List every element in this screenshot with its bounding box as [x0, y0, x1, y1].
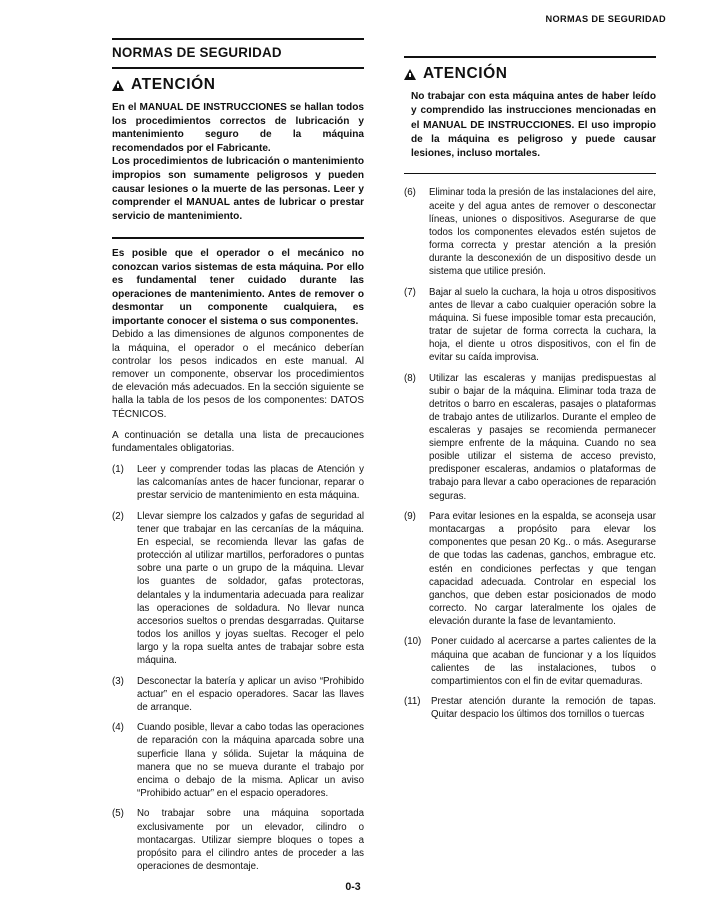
- list-item-text: No trabajar sobre una máquina soportada exclusivamente por un elevador, cilindro o montacargas. Utilizar siempre bloques o topes a propósito para el cilindro antes de proceder a las operaciones de desmontaje.: [137, 808, 364, 872]
- right-attention-paragraph: No trabajar con esta máquina antes de haber leído y comprendido las instrucciones mencionadas en el MANUAL DE INSTRUCCIONES. El uso impropio de la máquina es peligroso y puede causar lesiones, incluso mortales.: [411, 91, 656, 160]
- left-attention-body: [112, 101, 364, 223]
- list-item-number: (9): [404, 511, 416, 523]
- right-attention-body: [404, 90, 656, 161]
- list-item: [404, 635, 656, 687]
- list-item-text: Bajar al suelo la cuchara, la hoja u otros dispositivos antes de llevar a cabo cualquier operación sobre la máquina. Si fuese imposible tomar esta precaución, tratar de sujetar de forma correcta la cuchara, la hoja, el diente u otros dispositivos, con el fin de evitar su caída improvisa.: [429, 286, 656, 364]
- left-attention-paragraph-1: En el MANUAL DE INSTRUCCIONES se hallan todos los procedimientos correctos de lubricación y mantenimiento seguro de la máquina recomendados por el Fabricante.: [112, 102, 364, 154]
- left-column: [112, 38, 364, 880]
- left-attention-paragraph-2: Los procedimientos de lubricación o mantenimiento impropios son sumamente peligrosos y pueden causar lesiones o la muerte de las personas. Leer y comprender el MANUAL antes de lubricar o prestar servicio de mantenimiento.: [112, 156, 364, 222]
- left-intro-bold-text: Es posible que el operador o el mecánico no conozcan varios sistemas de esta máquina. Por ello es fundamental tener cuidado durante las operaciones de mantenimiento. Antes de remover o desmontar un componente cualquiera, es importante conocer el sistema o sus componentes.: [112, 248, 364, 327]
- right-numbered-list: [404, 186, 656, 721]
- left-intro-bold: [112, 247, 364, 328]
- list-item-number: (8): [404, 372, 416, 384]
- list-item-number: (10): [404, 636, 422, 648]
- list-item-number: (2): [112, 510, 124, 522]
- list-item-text: Leer y comprender todas las placas de Atención y las calcomanías antes de hacer funcionar, reparar o prestar servicio de mantenimiento en esta máquina.: [137, 464, 364, 502]
- left-title-rule: [112, 67, 364, 69]
- left-intro-closing-text: A continuación se detalla una lista de precauciones fundamentales obligatorias.: [112, 429, 364, 454]
- running-header: NORMAS DE SEGURIDAD: [545, 14, 666, 24]
- list-item: [404, 286, 656, 365]
- list-item: [404, 372, 656, 503]
- list-item-text: Poner cuidado al acercarse a partes calientes de la máquina que acaban de funcionar y a los líquidos calientes de las instalaciones, tubos o compartimientos con el fin de evitar quemaduras.: [431, 636, 656, 687]
- list-item-number: (6): [404, 187, 416, 199]
- list-item-text: Llevar siempre los calzados y gafas de seguridad al tener que trabajar en las cercanías de la máquina. En especial, se recomienda llevar las gafas de protección al utilizar martillos, perforadores o puntas sobre una parte o un grupo de la máquina. Llevar los guantes de soldador, gafas protectoras, delantales y la indumentaria adecuada para realizar las operaciones de soldadura. No llevar nunca accesorios sueltos o prendas desgarradas. Quitarse todos los anillos y joyas sueltas. Recoger el pelo largo y la ropa suelta antes de trabajar sobre esta máquina.: [137, 510, 364, 666]
- left-intro-closing: [112, 429, 364, 455]
- list-item-text: Prestar atención durante la remoción de tapas. Quitar despacio los últimos dos tornillos o tuercas: [431, 696, 656, 721]
- list-item-number: (4): [112, 722, 124, 734]
- right-attention-label: ATENCIÓN: [423, 65, 508, 82]
- list-item: [404, 695, 656, 721]
- list-item: [112, 721, 364, 800]
- list-item-text: Para evitar lesiones en la espalda, se aconseja usar montacargas a propósito para elevar los componentes que pesan 20 Kg.. o más. Asegurarse de que todas las cadenas, ganchos, embrague etc. estén en condiciones perfectas y que tengan capacidad adecuada. Controlar en especial los ganchos, que deben estar posicionados de modo correcto. No cargar lateralmente los ojales de elevación durante la fase de levantamiento.: [429, 511, 656, 627]
- list-item-number: (5): [112, 808, 124, 820]
- list-item-number: (3): [112, 675, 124, 687]
- right-attention-heading: [404, 65, 656, 83]
- list-item: [112, 807, 364, 872]
- page-title: NORMAS DE SEGURIDAD: [112, 45, 282, 60]
- warning-triangle-icon: [404, 69, 416, 80]
- left-intro-regular: [112, 328, 364, 420]
- list-item-number: (11): [404, 696, 421, 708]
- list-item: [112, 463, 364, 502]
- list-item-text: Desconectar la batería y aplicar un aviso “Prohibido actuar” en el espacio operadores. Sacar las llaves de arranque.: [137, 675, 364, 713]
- left-attention-heading: [112, 76, 364, 94]
- list-item: [404, 510, 656, 628]
- list-item: [112, 675, 364, 714]
- left-attention-label: ATENCIÓN: [131, 76, 216, 93]
- left-intro-regular-text: Debido a las dimensiones de algunos componentes de la máquina, el operador o el mecánico deberían controlar los pesos indicados en este manual. Al remover un componente, observar los procedimientos de elevación más adecuados. En la sección siguiente se halla la tabla de los pesos de los componentes: DATOS TÉCNICOS.: [112, 329, 364, 420]
- list-item-text: Eliminar toda la presión de las instalaciones del aire, aceite y del agua antes de remover o desconectar líneas, uniones o dispositivos. Asegurarse de que todos los componentes elevados estén sujetos de forma correcta y prestar atención a la presión durante la desconexión de un dispositivo desde un sistema que utilice presión.: [429, 187, 656, 278]
- list-item: [112, 510, 364, 667]
- list-item-text: Cuando posible, llevar a cabo todas las operaciones de reparación con la máquina aparcada sobre una superficie llana y sólida. Sujetar la máquina de manera que no se mueva durante el trabajo por encima o debajo de la misma. Aplicar un aviso “Prohibido actuar” en el espacio operadores.: [137, 722, 364, 799]
- page-number: 0-3: [345, 881, 361, 893]
- list-item: [404, 186, 656, 278]
- list-item-text: Utilizar las escaleras y manijas predispuestas al subir o bajar de la máquina. Eliminar toda traza de detritos o barro en escaleras, pasajes o plataformas de trabajo antes de utilizarlos. Durante el empleo de escaleras y pasajes se recomienda permanecer siempre enfrente de la máquina. Cuando no sea posible utilizar el sistema de acceso previsto, predisponer escaleras, andamios o plataformas de trabajo para llevar a cabo operaciones de reparación seguras.: [429, 372, 656, 502]
- left-numbered-list: [112, 463, 364, 873]
- warning-triangle-icon: [112, 80, 124, 91]
- list-item-number: (1): [112, 464, 124, 476]
- left-top-rule: [112, 38, 364, 40]
- right-column: [404, 38, 656, 729]
- right-top-rule: [404, 56, 656, 58]
- list-item-number: (7): [404, 286, 416, 298]
